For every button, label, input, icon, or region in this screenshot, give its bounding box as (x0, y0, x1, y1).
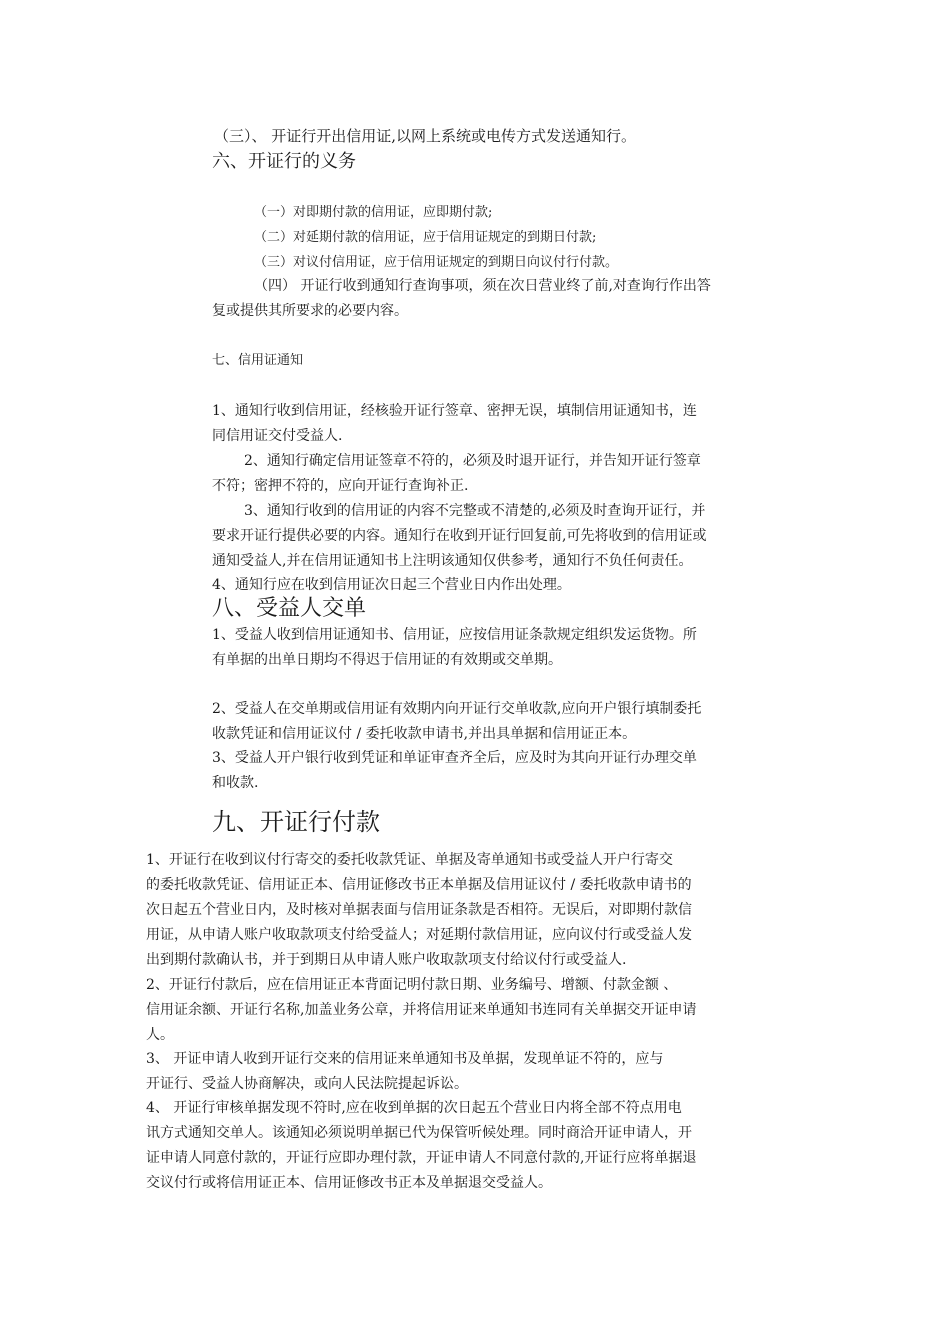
paragraph-9-1-line: 用证，从申请人账户收取款项支付给受益人；对延期付款信用证，应向议付行或受益人发 (146, 927, 692, 943)
paragraph-9-3-line: 3、 开证申请人收到开证行交来的信用证来单通知书及单据，发现单证不符的，应与 (146, 1051, 664, 1067)
paragraph-7-2-line1: 2、通知行确定信用证签章不符的，必须及时退开证行，并告知开证行签章 (244, 453, 701, 469)
paragraph-9-1 (146, 848, 692, 973)
paragraph-7-3-line1: 3、通知行收到的信用证的内容不完整或不清楚的,必须及时查询开证行，并 (244, 503, 706, 519)
paragraph-9-1-line: 次日起五个营业日内，及时核对单据表面与信用证条款是否相符。无误后，对即期付款信 (146, 902, 692, 918)
paragraph-8-1-line1: 1、受益人收到信用证通知书、信用证，应按信用证条款规定组织发运货物。所 (212, 627, 697, 643)
paragraph-7-2-line2: 不符；密押不符的，应向开证行查询补正. (212, 478, 469, 494)
list-item-6-1: （一）对即期付款的信用证，应即期付款; (254, 205, 493, 220)
list-item-6-2: （二）对延期付款的信用证，应于信用证规定的到期日付款; (254, 230, 597, 245)
paragraph-9-1-line: 的委托收款凭证、信用证正本、信用证修改书正本单据及信用证议付 / 委托收款申请书的 (146, 877, 692, 893)
paragraph-9-2-line: 信用证余额、开证行名称,加盖业务公章，并将信用证来单通知书连同有关单据交开证申请 (146, 1002, 697, 1018)
paragraph-8-2-line1: 2、受益人在交单期或信用证有效期内向开证行交单收款,应向开户银行填制委托 (212, 701, 702, 717)
paragraph-9-4-line: 证申请人同意付款的，开证行应即办理付款，开证申请人不同意付款的,开证行应将单据退 (146, 1150, 697, 1166)
paragraph-8-2-line2: 收款凭证和信用证议付 / 委托收款申请书,并出具单据和信用证正本。 (212, 726, 637, 742)
paragraph-9-1-line: 出到期付款确认书，并于到期日从申请人账户收取款项支付给议付行或受益人. (146, 952, 627, 968)
list-item-6-4-line2: 复或提供其所要求的必要内容。 (212, 303, 408, 319)
heading-section-7: 七、信用证通知 (212, 353, 304, 368)
paragraph-9-1-line: 1、开证行在收到议付行寄交的委托收款凭证、单据及寄单通知书或受益人开户行寄交 (146, 852, 673, 868)
paragraph-9-3 (146, 1047, 663, 1097)
paragraph-7-4: 4、通知行应在收到信用证次日起三个营业日内作出处理。 (212, 577, 571, 593)
paragraph-7-1-line2: 同信用证交付受益人. (212, 428, 343, 444)
paragraph-top-item-3: （三）、 开证行开出信用证,以网上系统或电传方式发送通知行。 (214, 127, 637, 145)
paragraph-7-3-line3: 通知受益人,并在信用证通知书上注明该通知仅供参考，通知行不负任何责任。 (212, 553, 693, 569)
paragraph-8-3-line2: 和收款. (212, 775, 259, 791)
heading-section-6: 六、开证行的义务 (212, 151, 356, 172)
paragraph-9-4-line: 4、 开证行审核单据发现不符时,应在收到单据的次日起五个营业日内将全部不符点用电 (146, 1100, 682, 1116)
paragraph-9-4-line: 讯方式通知交单人。该通知必须说明单据已代为保管听候处理。同时商洽开证申请人，开 (146, 1125, 692, 1141)
paragraph-9-4-line: 交议付行或将信用证正本、信用证修改书正本及单据退交受益人。 (146, 1175, 552, 1191)
list-item-6-3: （三）对议付信用证，应于信用证规定的到期日向议付行付款。 (254, 255, 619, 270)
heading-section-9: 九、开证行付款 (212, 808, 380, 836)
heading-section-8: 八、受益人交单 (212, 596, 367, 621)
list-item-6-4-line1: （四） 开证行收到通知行查询事项，须在次日营业终了前,对查询行作出答 (254, 278, 711, 294)
paragraph-9-2-line: 2、开证行付款后，应在信用证正本背面记明付款日期、业务编号、增额、付款金额 、 (146, 977, 678, 993)
paragraph-9-2-line: 人。 (146, 1027, 174, 1043)
paragraph-7-3-line2: 要求开证行提供必要的内容。通知行在收到开证行回复前,可先将收到的信用证或 (212, 528, 707, 544)
paragraph-7-1-line1: 1、通知行收到信用证，经核验开证行签章、密押无误，填制信用证通知书，连 (212, 403, 697, 419)
paragraph-9-3-line: 开证行、受益人协商解决，或向人民法院提起诉讼。 (146, 1076, 468, 1092)
paragraph-8-3-line1: 3、受益人开户银行收到凭证和单证审查齐全后，应及时为其向开证行办理交单 (212, 750, 697, 766)
paragraph-9-4 (146, 1096, 696, 1196)
paragraph-8-1-line2: 有单据的出单日期均不得迟于信用证的有效期或交单期。 (212, 652, 562, 668)
paragraph-9-2 (146, 973, 696, 1048)
